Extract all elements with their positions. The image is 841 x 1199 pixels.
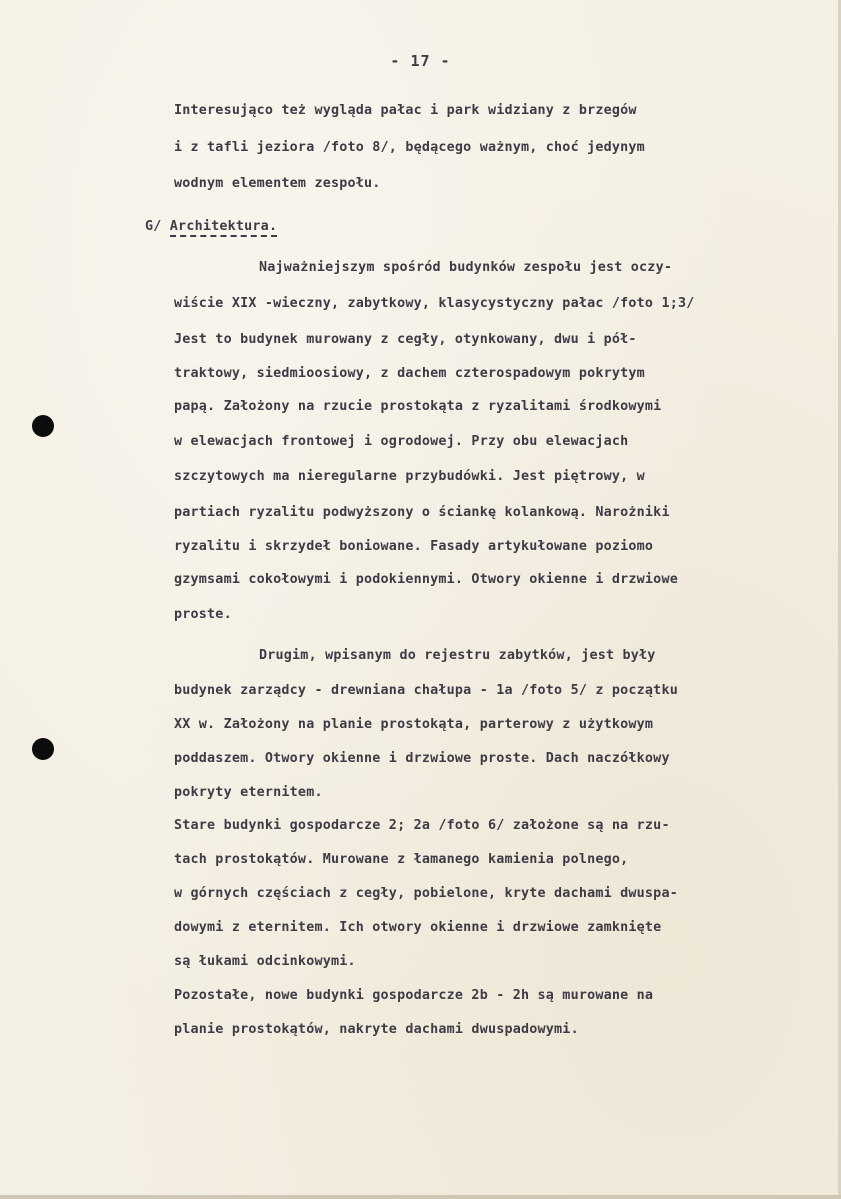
- text-line: w elewacjach frontowej i ogrodowej. Przy obu elewacjach: [174, 434, 629, 449]
- text-line: szczytowych ma nieregularne przybudówki. Jest piętrowy, w: [174, 469, 645, 484]
- text-line: Jest to budynek murowany z cegły, otynkowany, dwu i pół-: [174, 332, 637, 347]
- text-line: wodnym elementem zespołu.: [174, 176, 381, 191]
- text-line: partiach ryzalitu podwyższony o ściankę kolankową. Narożniki: [174, 505, 670, 520]
- text-line: Interesująco też wygląda pałac i park widziany z brzegów: [174, 103, 637, 118]
- text-line: XX w. Założony na planie prostokąta, parterowy z użytkowym: [174, 717, 654, 732]
- text-line: Pozostałe, nowe budynki gospodarcze 2b - 2h są murowane na: [174, 988, 654, 1003]
- text-line: wiście XIX -wieczny, zabytkowy, klasycystyczny pałac /foto 1;3/: [174, 296, 695, 311]
- text-line: planie prostokątów, nakryte dachami dwuspadowymi.: [174, 1022, 579, 1037]
- text-line: tach prostokątów. Murowane z łamanego kamienia polnego,: [174, 852, 629, 867]
- text-line: poddaszem. Otwory okienne i drzwiowe proste. Dach naczółkowy: [174, 751, 670, 766]
- text-line: budynek zarządcy - drewniana chałupa - 1a /foto 5/ z początku: [174, 683, 678, 698]
- text-line: Stare budynki gospodarcze 2; 2a /foto 6/ założone są na rzu-: [174, 818, 670, 833]
- text-line: gzymsami cokołowymi i podokiennymi. Otwory okienne i drzwiowe: [174, 572, 678, 587]
- text-line: proste.: [174, 607, 232, 622]
- text-line: są łukami odcinkowymi.: [174, 954, 356, 969]
- page-number: - 17 -: [390, 52, 451, 70]
- section-heading: [145, 219, 277, 234]
- text-line: pokryty eternitem.: [174, 785, 323, 800]
- text-line: ryzalitu i skrzydeł boniowane. Fasady artykułowane poziomo: [174, 539, 654, 554]
- text-line: Drugim, wpisanym do rejestru zabytków, jest były: [259, 648, 656, 663]
- section-title: Architektura.: [170, 219, 277, 237]
- section-marker: G/: [145, 219, 162, 234]
- page-edge-bottom: [0, 1195, 841, 1199]
- text-line: Najważniejszym spośród budynków zespołu jest oczy-: [259, 260, 673, 275]
- text-line: i z tafli jeziora /foto 8/, będącego ważnym, choć jedynym: [174, 140, 645, 155]
- text-line: papą. Założony na rzucie prostokąta z ryzalitami środkowymi: [174, 399, 662, 414]
- punch-hole-top: [32, 415, 54, 437]
- text-line: w górnych częściach z cegły, pobielone, kryte dachami dwuspa-: [174, 886, 678, 901]
- text-line: traktowy, siedmioosiowy, z dachem czterospadowym pokrytym: [174, 366, 645, 381]
- punch-hole-bottom: [32, 738, 54, 760]
- text-line: dowymi z eternitem. Ich otwory okienne i drzwiowe zamknięte: [174, 920, 662, 935]
